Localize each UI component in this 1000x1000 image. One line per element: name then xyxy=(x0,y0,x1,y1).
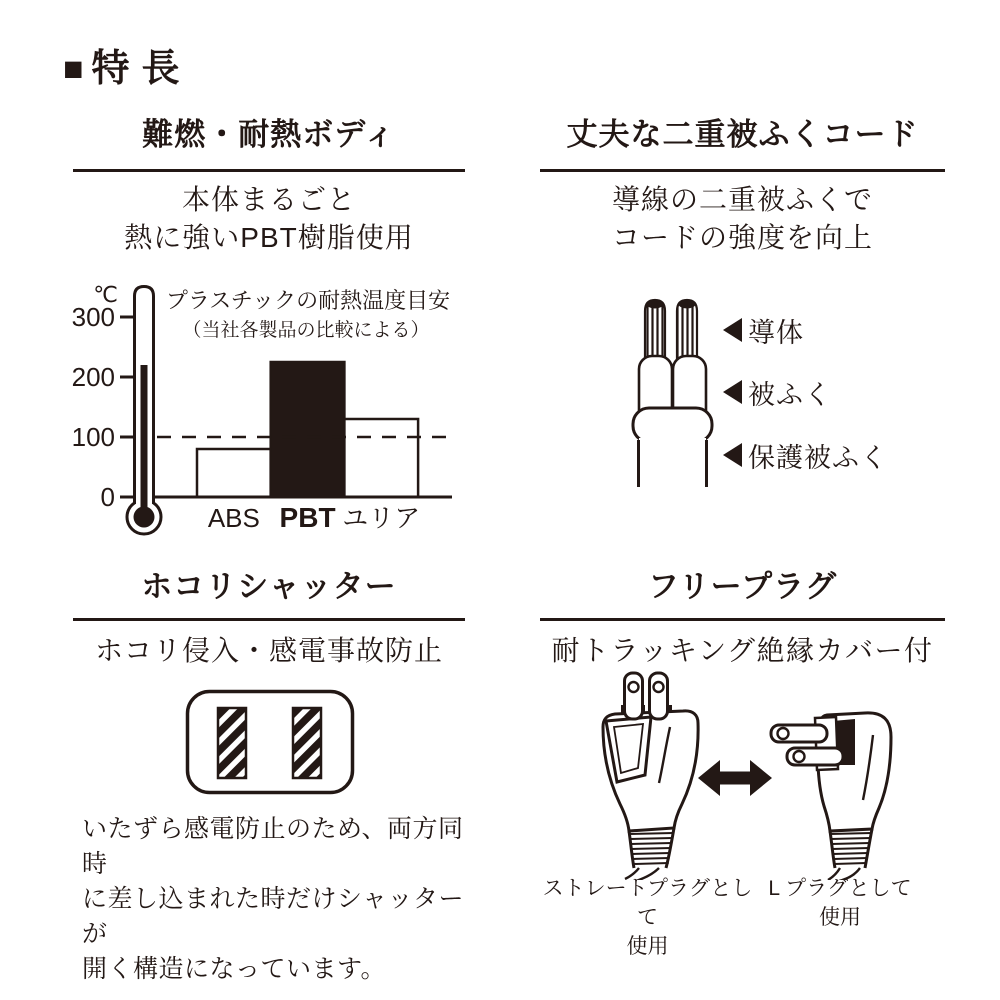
page-title xyxy=(63,50,192,88)
chart-subtitle: （当社各製品の比較による） xyxy=(182,320,430,341)
svg-text:ABS: ABS xyxy=(207,503,260,533)
straight-plug-icon xyxy=(603,673,698,880)
square-bullet-icon: ■ xyxy=(63,50,84,88)
chart-y-ticks xyxy=(72,302,134,512)
free-plug-illustration xyxy=(535,665,955,880)
chart-category-labels xyxy=(208,502,420,533)
double-arrow-icon xyxy=(698,760,772,796)
protective-sheath xyxy=(633,408,712,487)
svg-text:300: 300 xyxy=(71,302,115,332)
left-triangle-icon xyxy=(723,443,742,467)
svg-text:100: 100 xyxy=(71,422,115,452)
caption-straight-plug: ストレートプラグとして 使用 xyxy=(542,877,753,958)
section-heading-dust-shutter: ホコリシャッター xyxy=(141,569,397,604)
page-title-text: 特長 xyxy=(91,48,192,90)
part-label-insulation: 被ふく xyxy=(723,375,832,409)
conductor-strands xyxy=(645,300,697,365)
heat-body-sub-line1: 本体まるごと xyxy=(181,184,356,215)
shutter-slot-left xyxy=(218,708,246,778)
dust-shutter-subtext: ホコリ侵入・感電事故防止 xyxy=(94,635,443,666)
heat-resistance-chart xyxy=(60,275,480,545)
heat-body-sub-line2: 熱に強いPBT樹脂使用 xyxy=(124,222,414,253)
double-cord-subtext xyxy=(540,181,945,257)
svg-text:ユリア: ユリア xyxy=(342,503,421,533)
l-plug-icon xyxy=(771,713,891,880)
left-triangle-icon xyxy=(723,380,742,404)
svg-text:200: 200 xyxy=(71,362,115,392)
free-plug-subtext: 耐トラッキング絶縁カバー付 xyxy=(551,635,934,666)
section-heading-heat-body: 難燃・耐熱ボディ xyxy=(142,117,396,152)
chart-title: プラスチックの耐熱温度目安 xyxy=(165,288,451,313)
divider-free-plug xyxy=(540,618,945,621)
part-label-conductor: 導体 xyxy=(723,313,804,347)
divider-dust-shutter xyxy=(73,618,465,621)
caption-l-plug: L プラグとして 使用 xyxy=(768,877,912,929)
dust-shutter-description: いたずら感電防止のため、両方同時 に差し込まれた時だけシャッターが 開く構造になっています。 xyxy=(82,815,465,983)
double-cord-sub-line1: 導線の二重被ふくで xyxy=(611,184,873,215)
part-label-protective-sheath: 保護被ふく xyxy=(723,438,888,472)
svg-text:PBT: PBT xyxy=(279,502,336,533)
shutter-slot-right xyxy=(293,708,321,778)
divider-double-cord xyxy=(540,169,945,172)
outlet-shutter-illustration xyxy=(180,685,370,797)
heat-body-subtext xyxy=(73,181,465,257)
divider-heat-body xyxy=(73,169,465,172)
chart-unit-label: ℃ xyxy=(93,282,118,307)
section-heading-double-cord: 丈夫な二重被ふくコード xyxy=(566,117,919,152)
chart-bars xyxy=(197,362,418,497)
svg-text:0: 0 xyxy=(100,482,115,512)
outlet-face xyxy=(188,692,353,793)
double-cord-sub-line2: コードの強度を向上 xyxy=(611,222,873,253)
left-triangle-icon xyxy=(723,318,742,342)
section-heading-free-plug: フリープラグ xyxy=(647,569,838,604)
